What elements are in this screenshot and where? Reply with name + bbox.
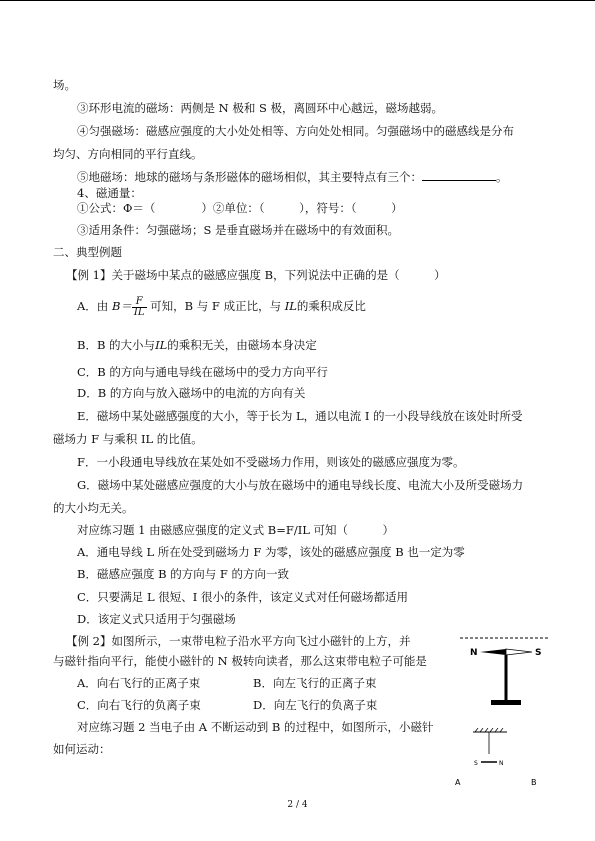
example-2-option-a: A．向右飞行的正离子束 xyxy=(77,676,201,690)
example-2-question-cont: 与磁针指向平行，能使小磁针的 N 极转向读者，那么这束带电粒子可能是 xyxy=(53,654,427,668)
text-line: 场。 xyxy=(53,78,76,92)
text-line: ①公式：Φ＝（ ）②单位：（ ），符号：（ ） xyxy=(77,201,403,215)
text-line: 4、磁通量： xyxy=(77,186,142,200)
point-a-label: A xyxy=(455,778,461,787)
exercise-1-option-a: A．通电导线 L 所在处受到磁场力 F 为零，该处的磁感应强度 B 也一定为零 xyxy=(77,545,465,559)
exercise-1-option-c: C．只要满足 L 很短、I 很小的条件，该定义式对任何磁场都适用 xyxy=(77,590,408,604)
option-f: F．一小段通电导线放在某处如不受磁场力作用，则该处的磁感应强度为零。 xyxy=(77,455,465,469)
section-heading: 二、典型例题 xyxy=(53,245,122,259)
text-line: 均匀、方向相同的平行直线。 xyxy=(53,147,203,161)
needle-north-half xyxy=(480,649,506,655)
exercise-2-question: 对应练习题 2 当电子由 A 不断运动到 B 的过程中，如图所示，小磁针 xyxy=(77,720,434,734)
text-line: ③适用条件：匀强磁场；S 是垂直磁场并在磁场中的有效面积。 xyxy=(77,223,400,237)
page-number: 2 / 4 xyxy=(287,800,308,810)
south-label: S xyxy=(535,648,542,658)
answer-blank[interactable] xyxy=(422,170,496,181)
point-b-label: B xyxy=(531,778,537,787)
figure-wire-compass xyxy=(455,728,545,788)
compass-base xyxy=(491,700,521,705)
example-2-option-c: C．向右飞行的负离子束 xyxy=(77,698,201,712)
exercise-1-option-d: D．该定义式只适用于匀强磁场 xyxy=(77,612,236,626)
option-g: G．磁场中某处磁感应强度的大小与放在磁场中的通电导线长度、电流大小及所受磁场力 xyxy=(77,478,524,492)
text-line: ④匀强磁场：磁感应强度的大小处处相等、方向处处相同。匀强磁场中的磁感线是分布 xyxy=(77,124,514,138)
example-2-option-b: B．向左飞行的正离子束 xyxy=(253,676,377,690)
option-a: A．由 B＝ $\frac{F}{IL}$ 可知，B 与 F 成正比，与 IL的乘积成反比 xyxy=(77,295,366,318)
exercise-1-option-b: B．磁感应强度 B 的方向与 F 的方向一致 xyxy=(77,567,290,581)
example-2-option-d: D．向左飞行的负离子束 xyxy=(253,698,378,712)
north-label: N xyxy=(470,648,478,658)
text-line: ③环形电流的磁场：两侧是 N 极和 S 极，离圆环中心越远，磁场越弱。 xyxy=(77,101,444,115)
needle-south-label: S xyxy=(474,760,478,767)
ceiling-hatch xyxy=(475,728,503,732)
text-line: ⑤地磁场：地球的磁场与条形磁体的磁场相似，其主要特点有三个： 。 xyxy=(77,170,508,184)
formula-fraction: $\frac{F}{IL}$ xyxy=(133,295,145,318)
top-rule xyxy=(0,0,595,1)
example-1-question: 【例 1】关于磁场中某点的磁感应强度 B，下列说法中正确的是（ ） xyxy=(66,268,446,282)
option-d: D．B 的方向与放入磁场中的电流的方向有关 xyxy=(77,386,306,400)
option-e: E．磁场中某处磁感强度的大小，等于长为 L，通以电流 I 的一小段导线放在该处时所受 xyxy=(77,409,523,423)
option-c: C．B 的方向与通电导线在磁场中的受力方向平行 xyxy=(77,365,328,379)
option-e-cont: 磁场力 F 与乘积 IL 的比值。 xyxy=(53,432,203,446)
figure-compass-beam xyxy=(458,628,550,720)
option-g-cont: 的大小均无关。 xyxy=(53,501,134,515)
exercise-2-question-cont: 如何运动： xyxy=(53,742,111,756)
needle-south-half xyxy=(506,649,532,655)
option-b: B．B 的大小与IL的乘积无关，由磁场本身决定 xyxy=(77,338,317,352)
example-2-question: 【例 2】如图所示，一束带电粒子沿水平方向飞过小磁针的上方，并 xyxy=(66,634,411,648)
needle-north-label: N xyxy=(499,760,504,767)
exercise-1-question: 对应练习题 1 由磁感应强度的定义式 B=F/IL 可知（ ） xyxy=(77,523,395,537)
